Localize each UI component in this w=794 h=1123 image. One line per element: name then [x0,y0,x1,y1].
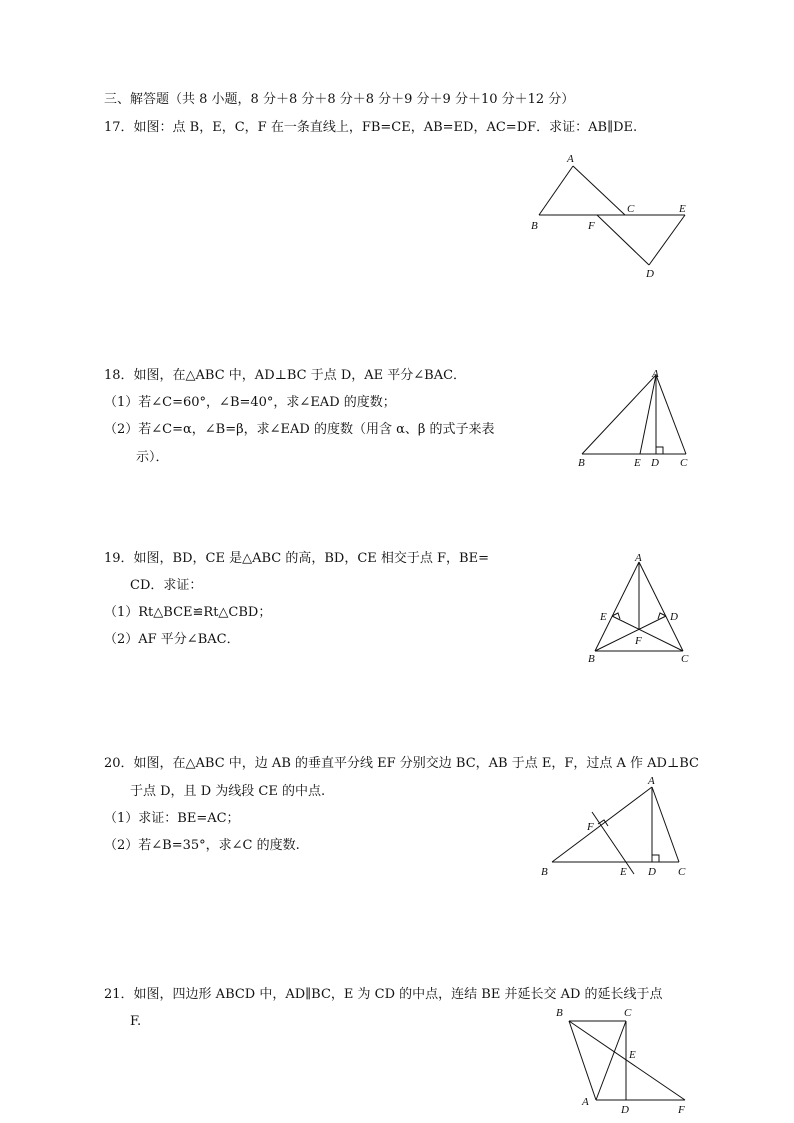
problem-18-line-2: （1）若∠C=60°，∠B=40°，求∠EAD 的度数； [104,395,396,410]
fig21-label-F: F [678,1104,685,1116]
problem-21-line-1: 21．如图，四边形 ABCD 中，AD∥BC，E 为 CD 的中点，连结 BE 并延长交 AD 的延长线于点 [104,987,663,1002]
problem-19-line-4: （2）AF 平分∠BAC． [104,632,240,647]
fig20-label-A: A [648,775,655,787]
problem-18-line-3: （2）若∠C=α，∠B=β，求∠EAD 的度数（用含 α、β 的式子来表 [104,422,495,437]
fig20-label-C: C [678,866,686,878]
problem-19-figure [580,548,700,673]
fig17-label-A: A [567,153,574,165]
fig18-label-C: C [680,457,688,469]
problem-20-line-3: （1）求证：BE=AC； [104,811,240,826]
fig21-label-B: B [556,1007,563,1019]
fig17-label-C: C [627,203,635,215]
problem-19-line-1: 19．如图，BD，CE 是△ABC 的高，BD，CE 相交于点 F，BE= [104,551,489,566]
fig21-label-E: E [629,1049,636,1061]
fig18-label-B: B [578,457,585,469]
problem-20-line-4: （2）若∠B=35°，求∠C 的度数. [104,838,300,853]
problem-17-statement: 17．如图：点 B，E，C，F 在一条直线上，FB=CE，AB=ED，AC=DF．求证：AB∥DE. [104,120,638,135]
fig17-label-D: D [646,268,654,280]
problem-18-figure [570,365,700,475]
section-header: 三、解答题（共 8 小题，8 分＋8 分＋8 分＋8 分＋9 分＋9 分＋10 分＋12 分） [104,92,575,107]
problem-18-line-1: 18．如图，在△ABC 中，AD⊥BC 于点 D，AE 平分∠BAC． [104,368,467,383]
fig17-label-B: B [531,220,538,232]
fig20-label-F: F [587,821,594,833]
fig19-label-E: E [600,611,607,623]
problem-21-line-2: F. [130,1014,142,1029]
problem-19-line-2: CD．求证： [130,578,203,593]
fig17-label-E: E [679,203,686,215]
fig18-label-D: D [651,457,659,469]
fig21-label-D: D [621,1104,629,1116]
fig21-label-A: A [582,1096,589,1108]
fig21-label-C: C [624,1007,632,1019]
problem-20-figure [535,770,700,885]
fig19-label-A: A [635,552,642,564]
problem-19-line-3: （1）Rt△BCE≌Rt△CBD； [104,605,272,620]
problem-21-figure [550,1003,695,1121]
fig19-label-F: F [635,635,642,647]
fig20-label-E: E [620,866,627,878]
fig20-label-B: B [541,866,548,878]
fig18-label-E: E [634,457,641,469]
problem-20-line-1: 20．如图，在△ABC 中，边 AB 的垂直平分线 EF 分别交边 BC，AB 于点 E，F，过点 A 作 AD⊥BC [104,756,699,771]
fig19-label-B: B [588,653,595,665]
fig19-label-D: D [670,611,678,623]
fig17-label-F: F [588,220,595,232]
fig19-label-C: C [681,653,689,665]
fig20-label-D: D [648,866,656,878]
fig18-label-A: A [652,368,659,380]
problem-20-line-2: 于点 D，且 D 为线段 CE 的中点. [130,784,326,799]
problem-18-line-4: 示）． [136,450,169,465]
problem-17-figure [525,150,700,280]
